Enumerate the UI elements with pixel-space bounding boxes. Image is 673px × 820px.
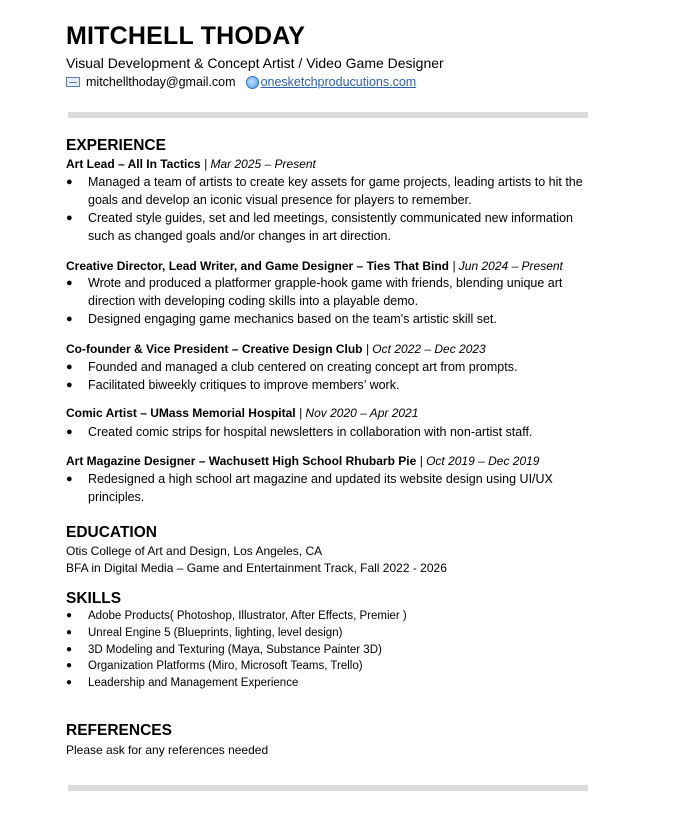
bullet-icon: ● [66, 379, 73, 391]
job-role: Art Magazine Designer – Wachusett High School Rhubarb Pie [66, 454, 417, 468]
job-title-2 [66, 259, 563, 273]
education-degree: BFA in Digital Media – Game and Entertainment Track, Fall 2022 - 2026 [66, 561, 447, 575]
list-item: ● Created comic strips for hospital newsletters in collaboration with non-artist staff. [66, 425, 533, 439]
bottom-divider [68, 785, 588, 791]
job-title-1 [66, 157, 316, 171]
education-heading: EDUCATION [66, 524, 157, 541]
job-role: Art Lead – All In Tactics [66, 157, 201, 171]
job-bullets-1 [66, 173, 591, 245]
skills-list [66, 608, 591, 692]
job-bullets-5 [66, 470, 591, 506]
job-dates: | Oct 2022 – Dec 2023 [365, 342, 486, 356]
job-bullets-2 [66, 274, 591, 328]
list-item: ● Leadership and Management Experience [66, 675, 591, 692]
list-item: ● Created style guides, set and led meetings, consistently communicated new information such as changed goals and/or changes in art direction. [66, 211, 573, 243]
list-item: ● Adobe Products( Photoshop, Illustrator, After Effects, Premier ) [66, 608, 591, 625]
contact-line [66, 75, 416, 89]
job-title-3 [66, 342, 486, 356]
job-role: Comic Artist – UMass Memorial Hospital [66, 406, 296, 420]
list-item: ● 3D Modeling and Texturing (Maya, Substance Painter 3D) [66, 642, 591, 659]
education-school: Otis College of Art and Design, Los Angeles, CA [66, 544, 323, 558]
list-item: ● Founded and managed a club centered on creating concept art from prompts. [66, 360, 518, 374]
email-text[interactable]: mitchellthoday@gmail.com [86, 75, 236, 89]
bullet-icon: ● [66, 677, 73, 689]
list-item: ● Organization Platforms (Miro, Microsoft Teams, Trello) [66, 658, 591, 675]
job-bullets-3 [66, 358, 591, 394]
job-dates: | Nov 2020 – Apr 2021 [298, 406, 419, 420]
job-dates: | Jun 2024 – Present [452, 259, 563, 273]
bullet-icon: ● [66, 176, 73, 188]
job-dates: | Mar 2025 – Present [204, 157, 316, 171]
job-title-4 [66, 406, 418, 420]
bullet-icon: ● [66, 643, 73, 655]
bullet-icon: ● [66, 313, 73, 325]
experience-heading: EXPERIENCE [66, 137, 166, 154]
list-item: ● Facilitated biweekly critiques to improve members’ work. [66, 378, 400, 392]
references-heading: REFERENCES [66, 722, 172, 739]
bullet-icon: ● [66, 626, 73, 638]
bullet-icon: ● [66, 473, 73, 485]
bullet-icon: ● [66, 426, 73, 438]
job-bullets-4 [66, 423, 591, 441]
bullet-icon: ● [66, 361, 73, 373]
envelope-icon [66, 77, 80, 87]
job-role: Co-founder & Vice President – Creative Design Club [66, 342, 363, 356]
globe-icon [246, 76, 259, 89]
top-divider [68, 112, 588, 118]
list-item: ● Unreal Engine 5 (Blueprints, lighting, level design) [66, 625, 591, 642]
list-item: ● Designed engaging game mechanics based on the team's artistic skill set. [66, 312, 497, 326]
candidate-name: MITCHELL THODAY [66, 22, 306, 50]
job-dates: | Oct 2019 – Dec 2019 [419, 454, 540, 468]
website-link[interactable]: onesketchproducutions.com [260, 75, 417, 89]
bullet-icon: ● [66, 660, 73, 672]
bullet-icon: ● [66, 277, 73, 289]
list-item: ● Wrote and produced a platformer grapple-hook game with friends, blending unique art direction with developing coding skills into a playable demo. [66, 276, 563, 308]
candidate-subtitle: Visual Development & Concept Artist / Video Game Designer [66, 55, 444, 71]
list-item: ● Managed a team of artists to create key assets for game projects, leading artists to hit the goals and develop an iconic visual presence for players to remember. [66, 175, 583, 207]
skills-heading: SKILLS [66, 590, 122, 607]
job-role: Creative Director, Lead Writer, and Game Designer – Ties That Bind [66, 259, 450, 273]
job-title-5 [66, 454, 539, 468]
list-item: ● Redesigned a high school art magazine and updated its website design using UI/UX principles. [66, 472, 553, 504]
bullet-icon: ● [66, 610, 73, 621]
references-text: Please ask for any references needed [66, 743, 269, 757]
bullet-icon: ● [66, 212, 73, 224]
